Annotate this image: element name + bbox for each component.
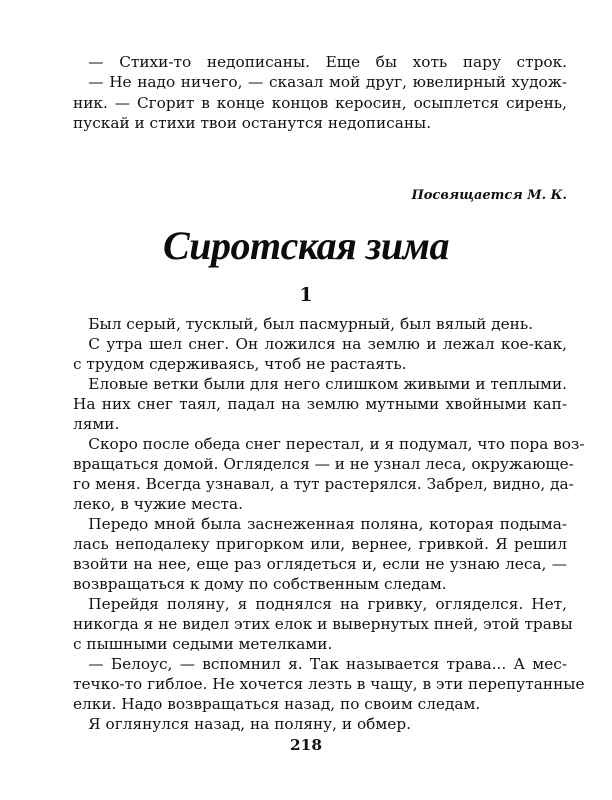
- text-line: возвращаться к дому по собственным следам.: [73, 575, 447, 593]
- text-line: течко-то гиблое. Не хочется лезть в чащу, в эти перепутанные: [73, 675, 585, 693]
- text-line: На них снег таял, падал на землю мутными хвойными кап-: [73, 395, 567, 413]
- text-line: — Стихи-то недописаны. Еще бы хоть пару строк.: [73, 53, 567, 71]
- text-line: ник. — Сгорит в конце концов керосин, осыплется сирень,: [73, 94, 567, 112]
- text-line: пускай и стихи твои останутся недописаны.: [73, 114, 432, 132]
- text-line: елки. Надо возвращаться назад, по своим следам.: [73, 695, 481, 713]
- text-line: с пышными седыми метелками.: [73, 635, 333, 653]
- text-line: леко, в чужие места.: [73, 495, 243, 513]
- text-line: Перейдя поляну, я поднялся на гривку, огляделся. Нет,: [73, 595, 567, 613]
- text-line: вращаться домой. Огляделся — и не узнал леса, окружающе-: [73, 455, 574, 473]
- text-line: лась неподалеку пригорком или, вернее, гривкой. Я решил: [73, 535, 567, 553]
- text-line: взойти на нее, еще раз оглядеться и, если не узнаю леса, —: [73, 555, 567, 573]
- text-line: никогда я не видел этих елок и вывернутых пней, этой травы: [73, 615, 573, 633]
- text-line: Скоро после обеда снег перестал, и я подумал, что пора воз-: [73, 435, 585, 453]
- text-line: Был серый, тусклый, был пасмурный, был вялый день.: [73, 315, 534, 333]
- text-line: — Белоус, — вспомнил я. Так называется трава... А мес-: [73, 655, 567, 673]
- text-line: С утра шел снег. Он ложился на землю и лежал кое-как,: [73, 335, 567, 353]
- text-line: Я оглянулся назад, на поляну, и обмер.: [73, 715, 411, 733]
- text-line: лями.: [73, 415, 120, 433]
- text-line: Передо мной была заснеженная поляна, которая подыма-: [73, 515, 567, 533]
- chapter-number: 1: [299, 284, 313, 306]
- text-line: с трудом сдерживаясь, чтоб не растаять.: [73, 355, 407, 373]
- chapter-title: Сиротская зима: [163, 223, 449, 268]
- text-line: Еловые ветки были для него слишком живыми и теплыми.: [73, 375, 567, 393]
- page-number: 218: [290, 736, 322, 754]
- text-line: — Не надо ничего, — сказал мой друг, ювелирный худож-: [73, 73, 567, 91]
- text-line: го меня. Всегда узнавал, а тут растерялся. Забрел, видно, да-: [73, 475, 574, 493]
- dedication: Посвящается М. К.: [411, 188, 567, 203]
